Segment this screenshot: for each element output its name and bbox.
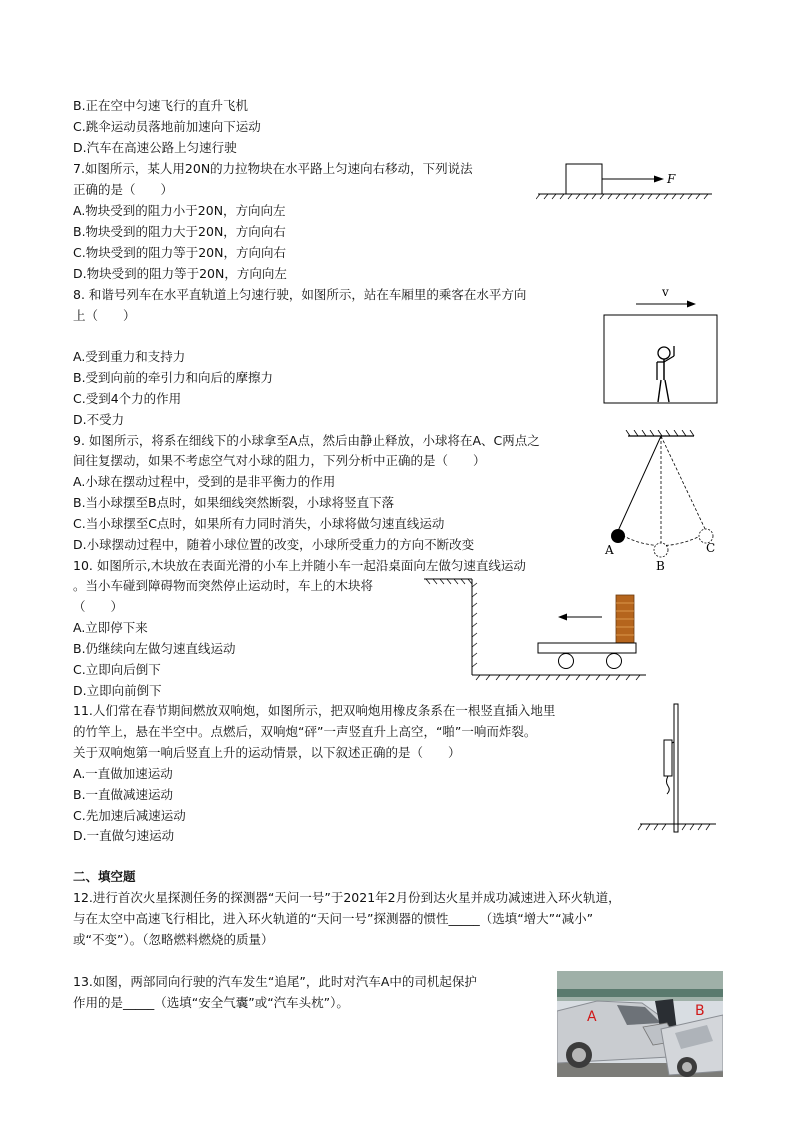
q10-option-a: A.立即停下来 [73, 620, 148, 635]
q9-stem: 9. 如图所示，将系在细线下的小球拿至A点，然后由静止释放，小球将在A、C两点之 [73, 433, 540, 448]
q7-option-a: A.物块受到的阻力小于20N，方向向左 [73, 203, 286, 218]
q10-stem: 10. 如图所示,木块放在表面光滑的小车上并随小车一起沿桌面向左做匀速直线运动 [73, 558, 526, 573]
q7-force-diagram [536, 160, 714, 204]
q8-stem: 8. 和谐号列车在水平直轨道上匀速行驶，如图所示，站在车厢里的乘客在水平方向 [73, 287, 527, 302]
q7-option-c: C.物块受到的阻力等于20N，方向向右 [73, 245, 286, 260]
q11-option-d: D.一直做匀速运动 [73, 828, 175, 843]
q11-stem-cont: 的竹竿上，悬在半空中。点燃后，双响炮“砰”一声竖直升上高空，“啪”一响而炸裂。 [73, 724, 537, 739]
point-a-label: A [605, 543, 614, 557]
section-heading-fill-blank: 二、填空题 [73, 869, 136, 884]
q10-option-b: B.仍继续向左做匀速直线运动 [73, 641, 236, 656]
q9-pendulum-diagram [600, 430, 724, 572]
car-a-label: A [587, 1009, 597, 1025]
q13-stem-cont: 作用的是_____（选填“安全气囊”或“汽车头枕”）。 [73, 995, 349, 1010]
point-b-label: B [656, 559, 665, 572]
q7-option-d: D.物块受到的阻力等于20N，方向向左 [73, 266, 287, 281]
q12-stem-cont: 与在太空中高速飞行相比，进入环火轨道的“天问一号”探测器的惯性_____（选填“增大”“减小” [73, 911, 594, 926]
q8-option-a: A.受到重力和支持力 [73, 349, 186, 364]
q12-stem-cont2: 或“不变”）。（忽略燃料燃烧的质量） [73, 932, 274, 947]
q10-answer-blank: （ ） [73, 599, 124, 614]
q11-stem: 11.人们常在春节期间燃放双响炮，如图所示，把双响炮用橡皮条系在一根竖直插入地里 [73, 703, 556, 718]
velocity-label: v [662, 285, 669, 299]
q11-option-a: A.一直做加速运动 [73, 766, 173, 781]
car-b-label: B [695, 1003, 705, 1019]
q11-option-c: C.先加速后减速运动 [73, 808, 186, 823]
q10-option-c: C.立即向后倒下 [73, 662, 161, 677]
q8-option-b: B.受到向前的牵引力和向后的摩擦力 [73, 370, 274, 385]
q6-option-c: C.跳伞运动员落地前加速向下运动 [73, 119, 261, 134]
q8-option-c: C.受到4个力的作用 [73, 391, 182, 406]
q12-stem: 12.进行首次火星探测任务的探测器“天问一号”于2021年2月份到达火星并成功减速进入环火轨道， [73, 890, 621, 905]
q9-option-b: B.当小球摆至B点时，如果细线突然断裂，小球将竖直下落 [73, 495, 395, 510]
q11-firecracker-diagram [636, 702, 720, 838]
q8-stem-cont: 上（ ） [73, 308, 136, 323]
q9-option-a: A.小球在摆动过程中，受到的是非平衡力的作用 [73, 474, 336, 489]
q6-option-d: D.汽车在高速公路上匀速行驶 [73, 140, 237, 155]
q11-stem-cont2: 关于双响炮第一响后竖直上升的运动情景，以下叙述正确的是（ ） [73, 745, 461, 760]
q6-option-b: B.正在空中匀速飞行的直升飞机 [73, 98, 249, 113]
q9-option-c: C.当小球摆至C点时，如果所有力同时消失，小球将做匀速直线运动 [73, 516, 445, 531]
q13-car-collision-photo [557, 971, 723, 1077]
q7-option-b: B.物块受到的阻力大于20N，方向向右 [73, 224, 286, 239]
q10-option-d: D.立即向前倒下 [73, 683, 162, 698]
q10-cart-diagram [424, 577, 648, 681]
q11-option-b: B.一直做减速运动 [73, 787, 174, 802]
force-label: F [667, 172, 676, 186]
q9-option-d: D.小球摆动过程中，随着小球位置的改变，小球所受重力的方向不断改变 [73, 537, 475, 552]
q13-stem: 13.如图，两部同向行驶的汽车发生“追尾”，此时对汽车A中的司机起保护 [73, 974, 477, 989]
point-c-label: C [706, 541, 716, 555]
q9-stem-cont: 间往复摆动，如果不考虑空气对小球的阻力，下列分析中正确的是（ ） [73, 453, 486, 468]
q10-stem-cont: 。当小车碰到障碍物而突然停止运动时，车上的木块将 [73, 578, 374, 593]
q8-train-diagram [600, 284, 722, 406]
q7-stem: 7.如图所示，某人用20N的力拉物块在水平路上匀速向右移动，下列说法 [73, 161, 473, 176]
q7-stem-cont: 正确的是（ ） [73, 182, 174, 197]
q8-option-d: D.不受力 [73, 412, 125, 427]
